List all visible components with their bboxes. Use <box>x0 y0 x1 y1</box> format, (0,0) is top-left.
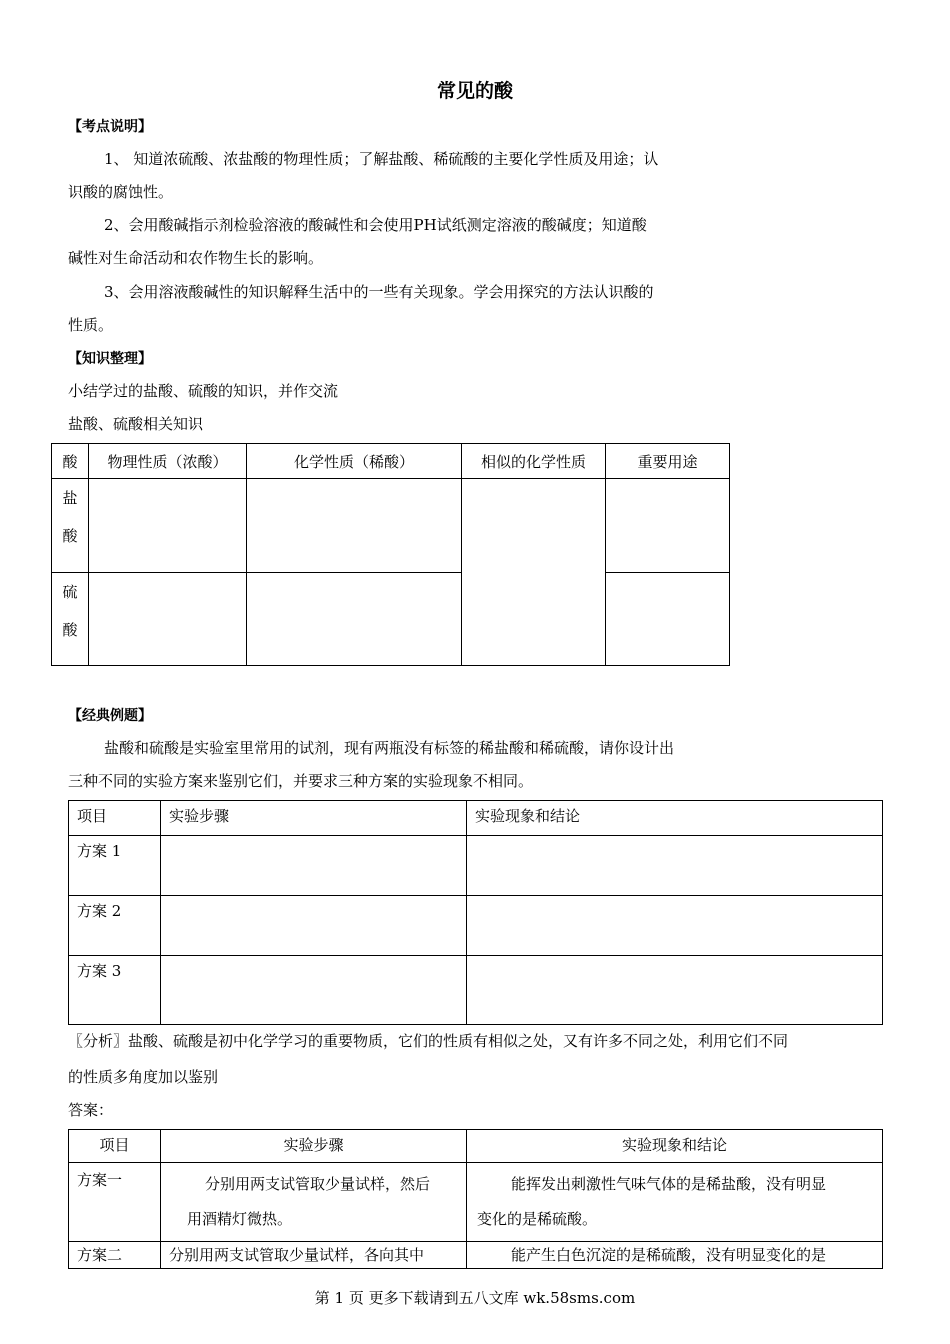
exam-point-line: 识酸的腐蚀性。 <box>68 183 174 201</box>
answer-result-line: 能产生白色沉淀的是稀硫酸，没有明显变化的是 <box>511 1246 827 1264</box>
answer-item: 方案一 <box>69 1163 161 1242</box>
acid-label-h2so4 <box>52 573 89 666</box>
experiment-plan-table <box>68 800 883 1025</box>
answer-label: 答案： <box>68 1101 114 1119</box>
table-cell <box>161 896 467 956</box>
page-title: 常见的酸 <box>436 80 513 102</box>
table-header: 实验步骤 <box>161 801 467 836</box>
table-cell <box>247 479 462 573</box>
table-cell <box>247 573 462 666</box>
table-header: 化学性质（稀酸） <box>247 444 462 479</box>
acid-char: 酸 <box>62 621 78 639</box>
plan-label: 方案 2 <box>69 896 161 956</box>
table-cell <box>467 896 883 956</box>
acid-char: 酸 <box>62 527 78 545</box>
acid-char: 盐 <box>62 489 78 507</box>
acid-knowledge-table <box>51 443 730 666</box>
analysis-line: 〖分析〗盐酸、硫酸是初中化学学习的重要物质，它们的性质有相似之处，又有许多不同之处，利用它们不同 <box>68 1032 789 1050</box>
exam-point-line: 3、会用溶液酸碱性的知识解释生活中的一些有关现象。学会用探究的方法认识酸的 <box>104 283 654 301</box>
table-cell <box>606 479 730 573</box>
knowledge-line: 小结学过的盐酸、硫酸的知识，并作交流 <box>68 382 339 400</box>
answer-result <box>467 1163 883 1242</box>
example-line: 盐酸和硫酸是实验室里常用的试剂，现有两瓶没有标签的稀盐酸和稀硫酸，请你设计出 <box>104 739 675 757</box>
table-header: 实验现象和结论 <box>467 801 883 836</box>
table-cell <box>462 479 606 666</box>
plan-label: 方案 3 <box>69 956 161 1025</box>
answer-step-line: 分别用两支试管取少量试样，然后 <box>205 1175 431 1193</box>
table-header: 物理性质（浓酸） <box>89 444 247 479</box>
example-line: 三种不同的实验方案来鉴别它们，并要求三种方案的实验现象不相同。 <box>68 772 534 790</box>
section-heading-exam-points: 【考点说明】 <box>68 119 152 135</box>
exam-point-line: 性质。 <box>68 316 114 334</box>
section-heading-knowledge: 【知识整理】 <box>68 351 152 367</box>
table-header: 实验步骤 <box>161 1130 467 1163</box>
section-heading-examples: 【经典例题】 <box>68 708 152 724</box>
knowledge-line: 盐酸、硫酸相关知识 <box>68 415 204 433</box>
table-header: 实验现象和结论 <box>467 1130 883 1163</box>
table-header: 项目 <box>69 801 161 836</box>
answer-steps <box>161 1163 467 1242</box>
table-header: 重要用途 <box>606 444 730 479</box>
answer-step-line: 分别用两支试管取少量试样，各向其中 <box>169 1246 425 1264</box>
table-cell <box>161 956 467 1025</box>
table-header: 相似的化学性质 <box>462 444 606 479</box>
table-cell <box>89 573 247 666</box>
table-header: 酸 <box>52 444 89 479</box>
exam-point-line: 2、会用酸碱指示剂检验溶液的酸碱性和会使用PH试纸测定溶液的酸碱度；知道酸 <box>104 216 647 234</box>
acid-char: 硫 <box>62 583 78 601</box>
page-footer: 第 1 页 更多下载请到五八文库 wk.58sms.com <box>314 1289 636 1307</box>
exam-point-line: 碱性对生命活动和农作物生长的影响。 <box>68 249 324 267</box>
answer-result <box>467 1242 883 1269</box>
acid-label-hcl <box>52 479 89 573</box>
answer-step-line: 用酒精灯微热。 <box>187 1210 293 1228</box>
analysis-line: 的性质多角度加以鉴别 <box>68 1068 219 1086</box>
answer-table <box>68 1129 883 1269</box>
table-cell <box>161 836 467 896</box>
exam-point-line: 1、 知道浓硫酸、浓盐酸的物理性质；了解盐酸、稀硫酸的主要化学性质及用途；认 <box>104 150 659 168</box>
answer-result-line: 变化的是稀硫酸。 <box>477 1210 598 1228</box>
table-cell <box>89 479 247 573</box>
plan-label: 方案 1 <box>69 836 161 896</box>
answer-result-line: 能挥发出刺激性气味气体的是稀盐酸，没有明显 <box>511 1175 827 1193</box>
table-cell <box>467 956 883 1025</box>
answer-item: 方案二 <box>69 1242 161 1269</box>
table-header: 项目 <box>69 1130 161 1163</box>
answer-steps <box>161 1242 467 1269</box>
table-cell <box>606 573 730 666</box>
table-cell <box>467 836 883 896</box>
